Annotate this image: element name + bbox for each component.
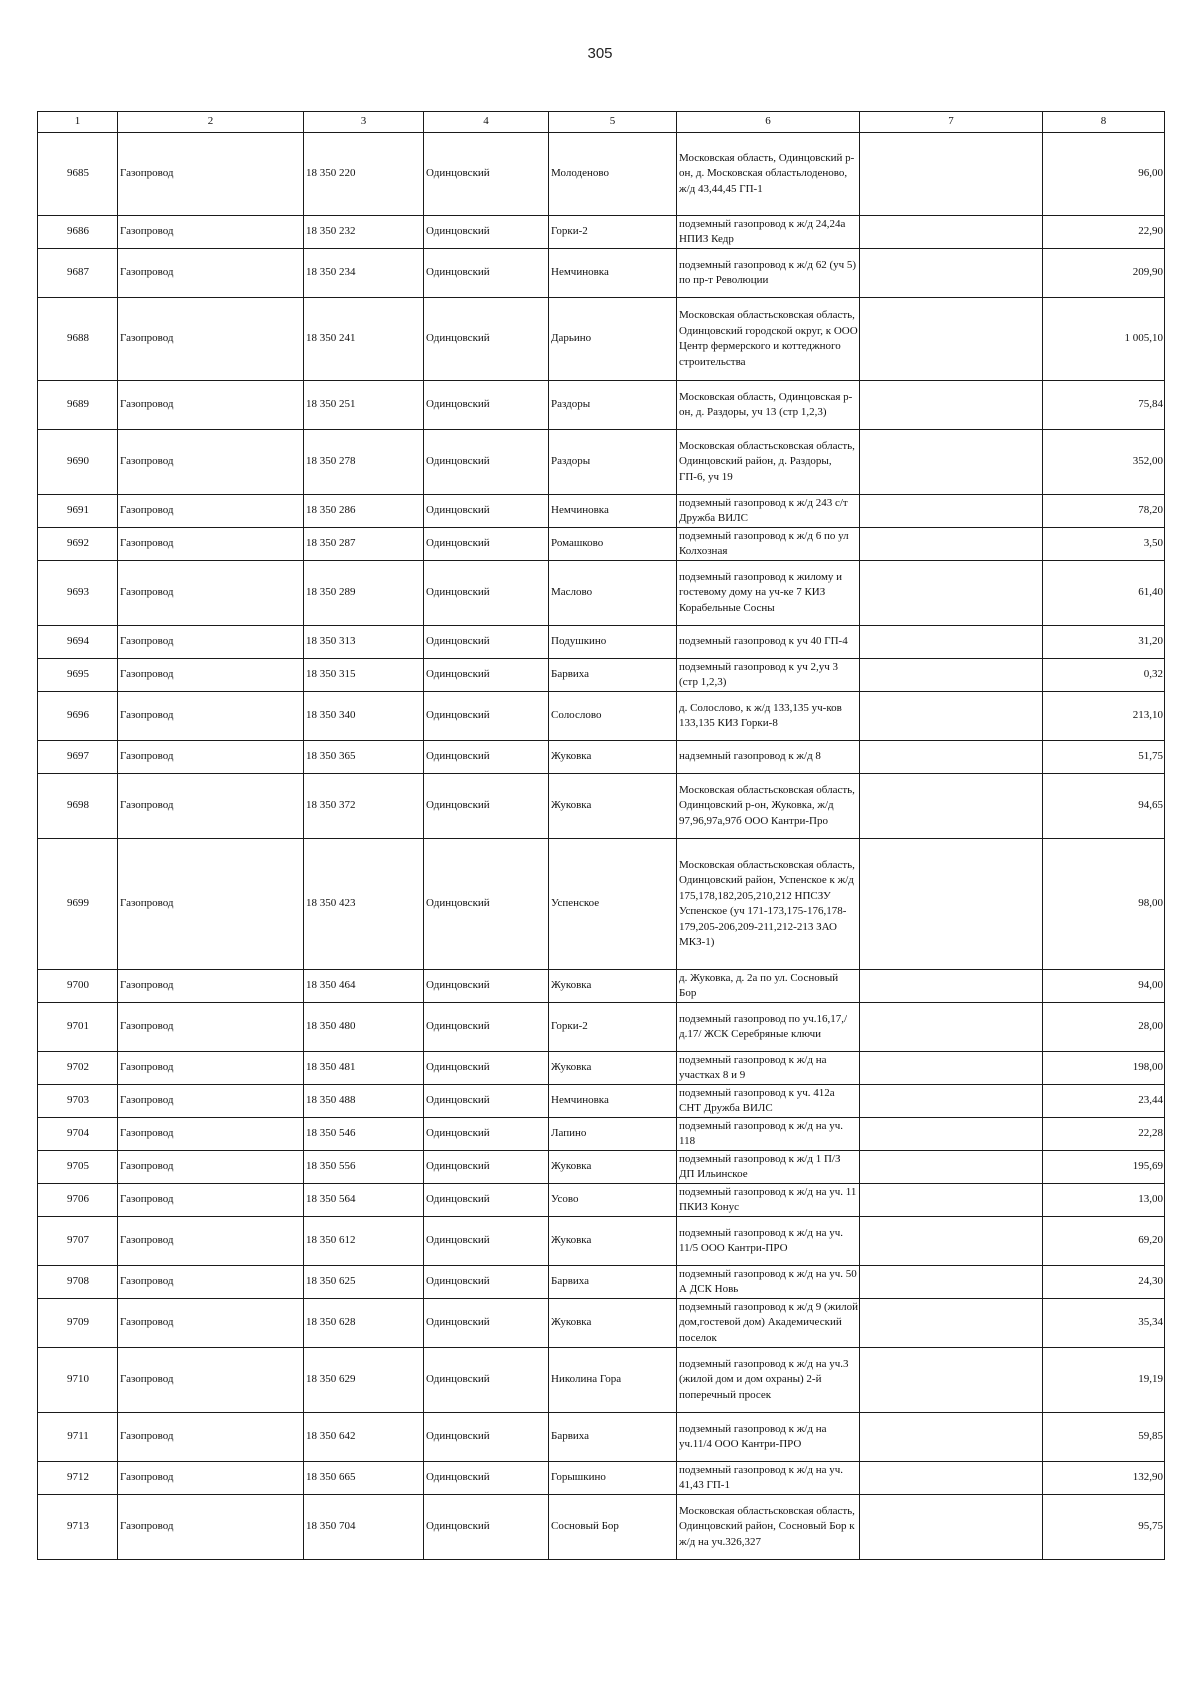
district-cell: Одинцовский bbox=[424, 1118, 549, 1151]
object-name-cell: Газопровод bbox=[118, 1151, 304, 1184]
value-cell: 1 005,10 bbox=[1043, 298, 1165, 381]
locality-cell: Барвиха bbox=[549, 1266, 677, 1299]
locality-cell: Жуковка bbox=[549, 1151, 677, 1184]
value-cell: 69,20 bbox=[1043, 1217, 1165, 1266]
locality-cell: Сосновый Бор bbox=[549, 1495, 677, 1560]
object-code-cell: 18 350 488 bbox=[304, 1085, 424, 1118]
value-cell: 213,10 bbox=[1043, 692, 1165, 741]
object-name-cell: Газопровод bbox=[118, 1003, 304, 1052]
object-name-cell: Газопровод bbox=[118, 1085, 304, 1118]
address-cell: подземный газопровод к ж/д 1 П/З ДП Ильинское bbox=[677, 1151, 860, 1184]
locality-cell: Горышкино bbox=[549, 1462, 677, 1495]
district-cell: Одинцовский bbox=[424, 1299, 549, 1348]
district-cell: Одинцовский bbox=[424, 495, 549, 528]
object-name-cell: Газопровод bbox=[118, 1184, 304, 1217]
object-name-cell: Газопровод bbox=[118, 1348, 304, 1413]
object-code-cell: 18 350 340 bbox=[304, 692, 424, 741]
address-cell: подземный газопровод к ж/д на участках 8 и 9 bbox=[677, 1052, 860, 1085]
table-row bbox=[38, 970, 1165, 1003]
column-7-cell bbox=[860, 1151, 1043, 1184]
address-cell: Московская область, Одинцовская р-он, д. Раздоры, уч 13 (стр 1,2,3) bbox=[677, 381, 860, 430]
column-7-cell bbox=[860, 249, 1043, 298]
locality-cell: Жуковка bbox=[549, 1052, 677, 1085]
address-cell: подземный газопровод к жилому и гостевому дому на уч-ке 7 КИЗ Корабельные Сосны bbox=[677, 561, 860, 626]
row-number-cell: 9691 bbox=[38, 495, 118, 528]
row-number-cell: 9709 bbox=[38, 1299, 118, 1348]
column-header: 5 bbox=[549, 112, 677, 133]
row-number-cell: 9688 bbox=[38, 298, 118, 381]
row-number-cell: 9708 bbox=[38, 1266, 118, 1299]
value-cell: 22,28 bbox=[1043, 1118, 1165, 1151]
table-header-row bbox=[38, 112, 1165, 133]
table-body bbox=[38, 133, 1165, 1560]
table-row bbox=[38, 1348, 1165, 1413]
row-number-cell: 9685 bbox=[38, 133, 118, 216]
value-cell: 51,75 bbox=[1043, 741, 1165, 774]
object-name-cell: Газопровод bbox=[118, 1266, 304, 1299]
object-code-cell: 18 350 251 bbox=[304, 381, 424, 430]
column-7-cell bbox=[860, 1003, 1043, 1052]
column-header: 8 bbox=[1043, 112, 1165, 133]
value-cell: 78,20 bbox=[1043, 495, 1165, 528]
table-row bbox=[38, 528, 1165, 561]
object-code-cell: 18 350 234 bbox=[304, 249, 424, 298]
object-name-cell: Газопровод bbox=[118, 774, 304, 839]
address-cell: подземный газопровод к ж/д на уч. 11 ПКИЗ Конус bbox=[677, 1184, 860, 1217]
object-name-cell: Газопровод bbox=[118, 528, 304, 561]
row-number-cell: 9706 bbox=[38, 1184, 118, 1217]
value-cell: 13,00 bbox=[1043, 1184, 1165, 1217]
column-7-cell bbox=[860, 626, 1043, 659]
district-cell: Одинцовский bbox=[424, 1052, 549, 1085]
row-number-cell: 9711 bbox=[38, 1413, 118, 1462]
row-number-cell: 9699 bbox=[38, 839, 118, 970]
value-cell: 198,00 bbox=[1043, 1052, 1165, 1085]
table-row bbox=[38, 216, 1165, 249]
district-cell: Одинцовский bbox=[424, 430, 549, 495]
row-number-cell: 9712 bbox=[38, 1462, 118, 1495]
table-row bbox=[38, 298, 1165, 381]
page-number: 305 bbox=[587, 45, 613, 62]
value-cell: 209,90 bbox=[1043, 249, 1165, 298]
column-7-cell bbox=[860, 1266, 1043, 1299]
column-header: 1 bbox=[38, 112, 118, 133]
object-code-cell: 18 350 556 bbox=[304, 1151, 424, 1184]
address-cell: подземный газопровод к ж/д на уч. 41,43 ГП-1 bbox=[677, 1462, 860, 1495]
column-7-cell bbox=[860, 1495, 1043, 1560]
locality-cell: Николина Гора bbox=[549, 1348, 677, 1413]
column-7-cell bbox=[860, 774, 1043, 839]
object-code-cell: 18 350 564 bbox=[304, 1184, 424, 1217]
value-cell: 22,90 bbox=[1043, 216, 1165, 249]
address-cell: д. Солослово, к ж/д 133,135 уч-ков 133,135 КИЗ Горки-8 bbox=[677, 692, 860, 741]
table-row bbox=[38, 495, 1165, 528]
value-cell: 24,30 bbox=[1043, 1266, 1165, 1299]
district-cell: Одинцовский bbox=[424, 774, 549, 839]
column-7-cell bbox=[860, 1118, 1043, 1151]
locality-cell: Солослово bbox=[549, 692, 677, 741]
district-cell: Одинцовский bbox=[424, 741, 549, 774]
district-cell: Одинцовский bbox=[424, 1184, 549, 1217]
table-row bbox=[38, 1003, 1165, 1052]
value-cell: 195,69 bbox=[1043, 1151, 1165, 1184]
locality-cell: Жуковка bbox=[549, 741, 677, 774]
locality-cell: Молоденово bbox=[549, 133, 677, 216]
table-row bbox=[38, 1266, 1165, 1299]
object-code-cell: 18 350 481 bbox=[304, 1052, 424, 1085]
object-name-cell: Газопровод bbox=[118, 561, 304, 626]
table-row bbox=[38, 1118, 1165, 1151]
district-cell: Одинцовский bbox=[424, 970, 549, 1003]
table-row bbox=[38, 561, 1165, 626]
locality-cell: Успенское bbox=[549, 839, 677, 970]
table-row bbox=[38, 741, 1165, 774]
row-number-cell: 9687 bbox=[38, 249, 118, 298]
locality-cell: Раздоры bbox=[549, 381, 677, 430]
locality-cell: Лапино bbox=[549, 1118, 677, 1151]
table-row bbox=[38, 1052, 1165, 1085]
table-row bbox=[38, 1217, 1165, 1266]
column-7-cell bbox=[860, 839, 1043, 970]
value-cell: 98,00 bbox=[1043, 839, 1165, 970]
district-cell: Одинцовский bbox=[424, 1266, 549, 1299]
value-cell: 61,40 bbox=[1043, 561, 1165, 626]
district-cell: Одинцовский bbox=[424, 1413, 549, 1462]
district-cell: Одинцовский bbox=[424, 381, 549, 430]
locality-cell: Барвиха bbox=[549, 1413, 677, 1462]
address-cell: подземный газопровод по уч.16,17,/д.17/ ЖСК Серебряные ключи bbox=[677, 1003, 860, 1052]
value-cell: 23,44 bbox=[1043, 1085, 1165, 1118]
district-cell: Одинцовский bbox=[424, 1085, 549, 1118]
value-cell: 19,19 bbox=[1043, 1348, 1165, 1413]
object-code-cell: 18 350 546 bbox=[304, 1118, 424, 1151]
table-row bbox=[38, 249, 1165, 298]
object-name-cell: Газопровод bbox=[118, 659, 304, 692]
column-7-cell bbox=[860, 430, 1043, 495]
column-7-cell bbox=[860, 216, 1043, 249]
address-cell: подземный газопровод к ж/д 243 с/т Дружба ВИЛС bbox=[677, 495, 860, 528]
object-name-cell: Газопровод bbox=[118, 1495, 304, 1560]
district-cell: Одинцовский bbox=[424, 1003, 549, 1052]
column-7-cell bbox=[860, 659, 1043, 692]
object-code-cell: 18 350 287 bbox=[304, 528, 424, 561]
table-row bbox=[38, 626, 1165, 659]
district-cell: Одинцовский bbox=[424, 249, 549, 298]
object-name-cell: Газопровод bbox=[118, 495, 304, 528]
address-cell: подземный газопровод к уч 40 ГП-4 bbox=[677, 626, 860, 659]
object-code-cell: 18 350 313 bbox=[304, 626, 424, 659]
row-number-cell: 9703 bbox=[38, 1085, 118, 1118]
locality-cell: Раздоры bbox=[549, 430, 677, 495]
object-code-cell: 18 350 612 bbox=[304, 1217, 424, 1266]
address-cell: Московская областьсковская область, Одинцовский городской округ, к ООО Центр фермерского и коттеджного строительства bbox=[677, 298, 860, 381]
column-7-cell bbox=[860, 1217, 1043, 1266]
object-code-cell: 18 350 289 bbox=[304, 561, 424, 626]
column-7-cell bbox=[860, 692, 1043, 741]
object-code-cell: 18 350 629 bbox=[304, 1348, 424, 1413]
object-code-cell: 18 350 241 bbox=[304, 298, 424, 381]
object-name-cell: Газопровод bbox=[118, 249, 304, 298]
table-row bbox=[38, 692, 1165, 741]
object-code-cell: 18 350 232 bbox=[304, 216, 424, 249]
object-name-cell: Газопровод bbox=[118, 216, 304, 249]
district-cell: Одинцовский bbox=[424, 1151, 549, 1184]
locality-cell: Горки-2 bbox=[549, 216, 677, 249]
object-code-cell: 18 350 372 bbox=[304, 774, 424, 839]
column-7-cell bbox=[860, 741, 1043, 774]
object-name-cell: Газопровод bbox=[118, 839, 304, 970]
address-cell: подземный газопровод к ж/д на уч.3 (жилой дом и дом охраны) 2-й поперечный просек bbox=[677, 1348, 860, 1413]
district-cell: Одинцовский bbox=[424, 692, 549, 741]
object-code-cell: 18 350 365 bbox=[304, 741, 424, 774]
row-number-cell: 9707 bbox=[38, 1217, 118, 1266]
object-name-cell: Газопровод bbox=[118, 1413, 304, 1462]
value-cell: 132,90 bbox=[1043, 1462, 1165, 1495]
row-number-cell: 9702 bbox=[38, 1052, 118, 1085]
district-cell: Одинцовский bbox=[424, 561, 549, 626]
table-row bbox=[38, 1184, 1165, 1217]
table-row bbox=[38, 1462, 1165, 1495]
row-number-cell: 9689 bbox=[38, 381, 118, 430]
district-cell: Одинцовский bbox=[424, 1462, 549, 1495]
value-cell: 94,00 bbox=[1043, 970, 1165, 1003]
table-row bbox=[38, 1299, 1165, 1348]
locality-cell: Жуковка bbox=[549, 1217, 677, 1266]
object-code-cell: 18 350 220 bbox=[304, 133, 424, 216]
column-7-cell bbox=[860, 495, 1043, 528]
locality-cell: Барвиха bbox=[549, 659, 677, 692]
district-cell: Одинцовский bbox=[424, 626, 549, 659]
district-cell: Одинцовский bbox=[424, 659, 549, 692]
row-number-cell: 9710 bbox=[38, 1348, 118, 1413]
address-cell: подземный газопровод к ж/д 9 (жилой дом,гостевой дом) Академический поселок bbox=[677, 1299, 860, 1348]
column-7-cell bbox=[860, 1462, 1043, 1495]
district-cell: Одинцовский bbox=[424, 133, 549, 216]
table-row bbox=[38, 1495, 1165, 1560]
locality-cell: Маслово bbox=[549, 561, 677, 626]
object-name-cell: Газопровод bbox=[118, 741, 304, 774]
object-name-cell: Газопровод bbox=[118, 298, 304, 381]
address-cell: подземный газопровод к ж/д 24,24а НПИЗ Кедр bbox=[677, 216, 860, 249]
district-cell: Одинцовский bbox=[424, 1217, 549, 1266]
table-row bbox=[38, 774, 1165, 839]
object-code-cell: 18 350 286 bbox=[304, 495, 424, 528]
row-number-cell: 9698 bbox=[38, 774, 118, 839]
row-number-cell: 9713 bbox=[38, 1495, 118, 1560]
row-number-cell: 9686 bbox=[38, 216, 118, 249]
row-number-cell: 9693 bbox=[38, 561, 118, 626]
row-number-cell: 9692 bbox=[38, 528, 118, 561]
row-number-cell: 9695 bbox=[38, 659, 118, 692]
locality-cell: Жуковка bbox=[549, 1299, 677, 1348]
column-header: 7 bbox=[860, 112, 1043, 133]
row-number-cell: 9697 bbox=[38, 741, 118, 774]
object-code-cell: 18 350 642 bbox=[304, 1413, 424, 1462]
value-cell: 0,32 bbox=[1043, 659, 1165, 692]
column-7-cell bbox=[860, 1413, 1043, 1462]
column-7-cell bbox=[860, 1299, 1043, 1348]
value-cell: 59,85 bbox=[1043, 1413, 1165, 1462]
object-code-cell: 18 350 625 bbox=[304, 1266, 424, 1299]
value-cell: 96,00 bbox=[1043, 133, 1165, 216]
column-header: 4 bbox=[424, 112, 549, 133]
value-cell: 352,00 bbox=[1043, 430, 1165, 495]
object-name-cell: Газопровод bbox=[118, 133, 304, 216]
value-cell: 35,34 bbox=[1043, 1299, 1165, 1348]
locality-cell: Ромашково bbox=[549, 528, 677, 561]
column-header: 2 bbox=[118, 112, 304, 133]
address-cell: Московская областьсковская область, Одинцовский р-он, Жуковка, ж/д 97,96,97а,97б ООО Кантри-Про bbox=[677, 774, 860, 839]
locality-cell: Немчиновка bbox=[549, 1085, 677, 1118]
object-code-cell: 18 350 704 bbox=[304, 1495, 424, 1560]
address-cell: Московская областьсковская область, Одинцовский район, Успенское к ж/д 175,178,182,205,210,212 НПСЗУ Успенское (уч 171-173,175-176,178-179,205-206,209-211,212-213 ЗАО МКЗ-1) bbox=[677, 839, 860, 970]
address-cell: подземный газопровод к ж/д на уч. 118 bbox=[677, 1118, 860, 1151]
object-code-cell: 18 350 278 bbox=[304, 430, 424, 495]
table-row bbox=[38, 1085, 1165, 1118]
object-name-cell: Газопровод bbox=[118, 1462, 304, 1495]
column-7-cell bbox=[860, 1184, 1043, 1217]
object-name-cell: Газопровод bbox=[118, 1052, 304, 1085]
value-cell: 94,65 bbox=[1043, 774, 1165, 839]
row-number-cell: 9701 bbox=[38, 1003, 118, 1052]
locality-cell: Усово bbox=[549, 1184, 677, 1217]
object-code-cell: 18 350 628 bbox=[304, 1299, 424, 1348]
table-row bbox=[38, 133, 1165, 216]
object-code-cell: 18 350 315 bbox=[304, 659, 424, 692]
address-cell: Московская область, Одинцовский р-он, д. Московская областьлоденово, ж/д 43,44,45 ГП-1 bbox=[677, 133, 860, 216]
address-cell: надземный газопровод к ж/д 8 bbox=[677, 741, 860, 774]
table-row bbox=[38, 1151, 1165, 1184]
column-7-cell bbox=[860, 970, 1043, 1003]
object-name-cell: Газопровод bbox=[118, 1217, 304, 1266]
row-number-cell: 9700 bbox=[38, 970, 118, 1003]
object-code-cell: 18 350 423 bbox=[304, 839, 424, 970]
district-cell: Одинцовский bbox=[424, 1495, 549, 1560]
value-cell: 75,84 bbox=[1043, 381, 1165, 430]
object-name-cell: Газопровод bbox=[118, 970, 304, 1003]
address-cell: Московская областьсковская область, Одинцовский район, д. Раздоры, ГП-6, уч 19 bbox=[677, 430, 860, 495]
table-row bbox=[38, 381, 1165, 430]
locality-cell: Горки-2 bbox=[549, 1003, 677, 1052]
locality-cell: Дарьино bbox=[549, 298, 677, 381]
address-cell: Московская областьсковская область, Одинцовский район, Сосновый Бор к ж/д на уч.326,327 bbox=[677, 1495, 860, 1560]
address-cell: подземный газопровод к ж/д 6 по ул Колхозная bbox=[677, 528, 860, 561]
address-cell: подземный газопровод к уч 2,уч 3 (стр 1,2,3) bbox=[677, 659, 860, 692]
object-code-cell: 18 350 464 bbox=[304, 970, 424, 1003]
column-header: 6 bbox=[677, 112, 860, 133]
value-cell: 3,50 bbox=[1043, 528, 1165, 561]
locality-cell: Жуковка bbox=[549, 970, 677, 1003]
address-cell: д. Жуковка, д. 2а по ул. Сосновый Бор bbox=[677, 970, 860, 1003]
object-name-cell: Газопровод bbox=[118, 1118, 304, 1151]
column-7-cell bbox=[860, 1052, 1043, 1085]
row-number-cell: 9694 bbox=[38, 626, 118, 659]
district-cell: Одинцовский bbox=[424, 216, 549, 249]
column-7-cell bbox=[860, 1085, 1043, 1118]
value-cell: 28,00 bbox=[1043, 1003, 1165, 1052]
address-cell: подземный газопровод к уч. 412а СНТ Дружба ВИЛС bbox=[677, 1085, 860, 1118]
table-row bbox=[38, 1413, 1165, 1462]
locality-cell: Немчиновка bbox=[549, 249, 677, 298]
row-number-cell: 9705 bbox=[38, 1151, 118, 1184]
district-cell: Одинцовский bbox=[424, 1348, 549, 1413]
column-7-cell bbox=[860, 528, 1043, 561]
row-number-cell: 9704 bbox=[38, 1118, 118, 1151]
object-name-cell: Газопровод bbox=[118, 692, 304, 741]
value-cell: 31,20 bbox=[1043, 626, 1165, 659]
address-cell: подземный газопровод к ж/д на уч.11/4 ООО Кантри-ПРО bbox=[677, 1413, 860, 1462]
column-7-cell bbox=[860, 381, 1043, 430]
district-cell: Одинцовский bbox=[424, 528, 549, 561]
object-name-cell: Газопровод bbox=[118, 626, 304, 659]
pipeline-registry-table bbox=[37, 111, 1165, 1560]
object-name-cell: Газопровод bbox=[118, 1299, 304, 1348]
object-code-cell: 18 350 665 bbox=[304, 1462, 424, 1495]
address-cell: подземный газопровод к ж/д на уч. 11/5 ООО Кантри-ПРО bbox=[677, 1217, 860, 1266]
value-cell: 95,75 bbox=[1043, 1495, 1165, 1560]
object-code-cell: 18 350 480 bbox=[304, 1003, 424, 1052]
district-cell: Одинцовский bbox=[424, 839, 549, 970]
object-name-cell: Газопровод bbox=[118, 381, 304, 430]
column-7-cell bbox=[860, 133, 1043, 216]
object-name-cell: Газопровод bbox=[118, 430, 304, 495]
table-row bbox=[38, 659, 1165, 692]
column-7-cell bbox=[860, 298, 1043, 381]
locality-cell: Жуковка bbox=[549, 774, 677, 839]
locality-cell: Немчиновка bbox=[549, 495, 677, 528]
locality-cell: Подушкино bbox=[549, 626, 677, 659]
table-row bbox=[38, 430, 1165, 495]
column-7-cell bbox=[860, 1348, 1043, 1413]
column-7-cell bbox=[860, 561, 1043, 626]
address-cell: подземный газопровод к ж/д 62 (уч 5) по пр-т Революции bbox=[677, 249, 860, 298]
row-number-cell: 9696 bbox=[38, 692, 118, 741]
column-header: 3 bbox=[304, 112, 424, 133]
table-row bbox=[38, 839, 1165, 970]
row-number-cell: 9690 bbox=[38, 430, 118, 495]
address-cell: подземный газопровод к ж/д на уч. 50 А ДСК Новь bbox=[677, 1266, 860, 1299]
district-cell: Одинцовский bbox=[424, 298, 549, 381]
